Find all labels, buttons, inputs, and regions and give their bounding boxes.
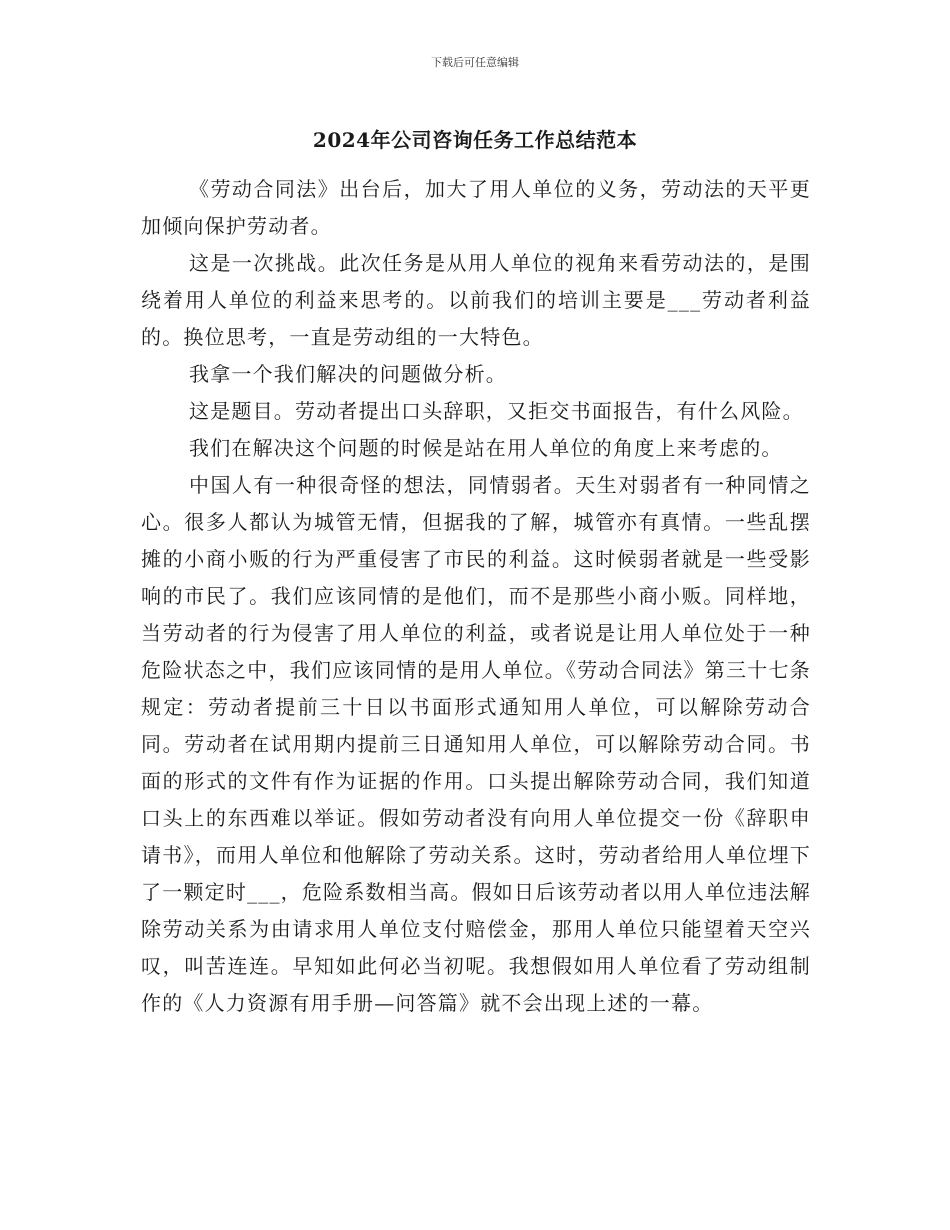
paragraph: 我拿一个我们解决的问题做分析。 — [189, 362, 507, 386]
document-title: 2024年公司咨询任务工作总结范本 — [312, 128, 638, 152]
header-note: 下载后可任意编辑 — [431, 56, 519, 69]
paragraph: 中国人有一种很奇怪的想法，同情弱者。天生对弱者有一种同情之心。很多人都认为城管无情，但据我的了解，城管亦有真情。一些乱摆摊的小商小贩的行为严重侵害了市民的利益。这时候弱者就是一些受影响的市民了。我们应该同情的是他们，而不是那些小商小贩。同样地，当劳动者的行为侵害了用人单位的利益，或者说是让用人单位处于一种危险状态之中，我们应该同情的是用人单位。《劳动合同法》第三十七条规定：劳动者提前三十日以书面形式通知用人单位，可以解除劳动合同。劳动者在试用期内提前三日通知用人单位，可以解除劳动合同。书面的形式的文件有作为证据的作用。口头提出解除劳动合同，我们知道口头上的东西难以举证。假如劳动者没有向用人单位提交一份《辞职申请书》，而用人单位和他解除了劳动关系。这时，劳动者给用人单位埋下了一颗定时___，危险系数相当高。假如日后该劳动者以用人单位违法解除劳动关系为由请求用人单位支付赔偿金，那用人单位只能望着天空兴叹，叫苦连连。早知如此何必当初呢。我想假如用人单位看了劳动组制作的《人力资源有用手册—问答篇》就不会出现上述的一幕。 — [141, 473, 811, 1015]
paragraph: 这是一次挑战。此次任务是从用人单位的视角来看劳动法的，是围绕着用人单位的利益来思考的。以前我们的培训主要是___劳动者利益的。换位思考，一直是劳动组的一大特色。 — [141, 251, 811, 349]
document-body — [141, 171, 811, 1022]
paragraph: 这是题目。劳动者提出口头辞职，又拒交书面报告，有什么风险。 — [189, 399, 804, 423]
paragraph: 我们在解决这个问题的时候是站在用人单位的角度上来考虑的。 — [189, 436, 783, 460]
paragraph: 《劳动合同法》出台后，加大了用人单位的义务，劳动法的天平更加倾向保护劳动者。 — [141, 177, 811, 238]
